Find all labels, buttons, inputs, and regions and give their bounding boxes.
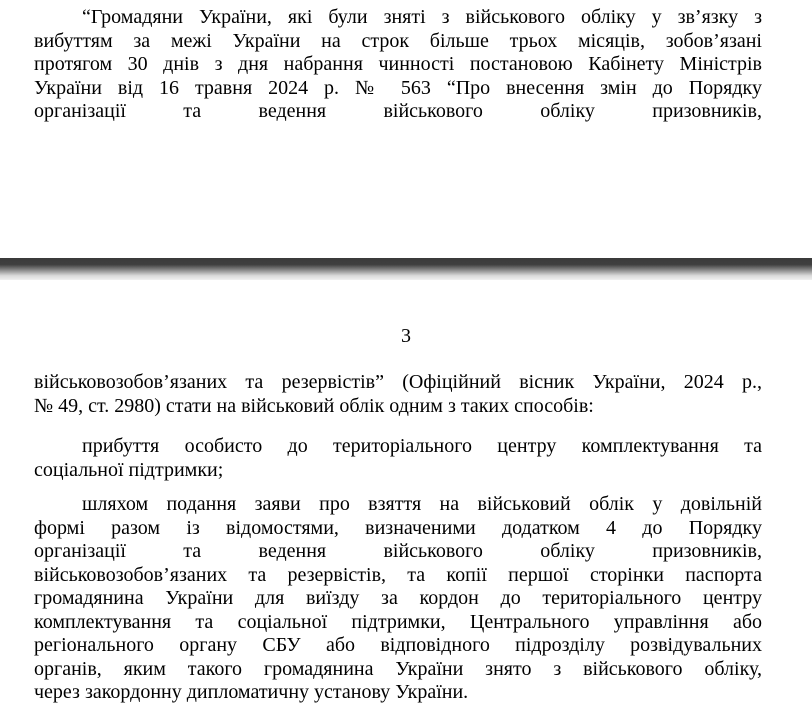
text-line: регіонального органу СБУ або відповідного підрозділу розвідувальних bbox=[34, 634, 762, 656]
text-line: № 49, ст. 2980) стати на військовий облік одним з таких способів: bbox=[34, 394, 594, 417]
text-line: організації та ведення військового обліку призовників, bbox=[34, 540, 762, 562]
text-line: соціальної підтримки; bbox=[34, 458, 224, 481]
paragraph-option-application bbox=[34, 493, 762, 705]
page-number: 3 bbox=[401, 325, 411, 347]
paragraph-option-in-person bbox=[34, 435, 762, 482]
text-line: шляхом подання заяви про взяття на військовий облік у довільній bbox=[82, 493, 762, 515]
text-line: формі разом із відомостями, визначеними додатком 4 до Порядку bbox=[34, 516, 762, 539]
text-line: комплектування та соціальної підтримки, Центрального управління або bbox=[34, 610, 762, 633]
paragraph-intro bbox=[34, 6, 762, 124]
text-line: України від 16 травня 2024 р. № 563 “Про внесення змін до Порядку bbox=[34, 76, 762, 99]
text-line: “Громадяни України, які були зняті з військового обліку у зв’язку з bbox=[82, 6, 762, 28]
text-line: військовозобов’язаних та резервістів” (Офіційний вісник України, 2024 р., bbox=[34, 371, 762, 393]
paragraph-continuation bbox=[34, 371, 762, 418]
text-line: вибуттям за межі України на строк більше трьох місяців, зобов’язані bbox=[34, 29, 762, 52]
text-line: через закордонну дипломатичну установу України. bbox=[34, 681, 469, 703]
text-line: громадянина України для виїзду за кордон до територіального центру bbox=[34, 587, 762, 609]
text-line: організації та ведення військового обліку призовників, bbox=[34, 100, 762, 122]
page-break-divider bbox=[0, 258, 812, 280]
text-line: прибуття особисто до територіального центру комплектування та bbox=[82, 435, 762, 457]
text-line: військовозобов’язаних та резервістів, та копії першої сторінки паспорта bbox=[34, 563, 762, 586]
page-2-bottom-fragment bbox=[0, 0, 812, 258]
text-line: органів, яким такого громадянина України знято з військового обліку, bbox=[34, 657, 762, 680]
text-line: протягом 30 днів з дня набрання чинності постановою Кабінету Міністрів bbox=[34, 53, 762, 75]
